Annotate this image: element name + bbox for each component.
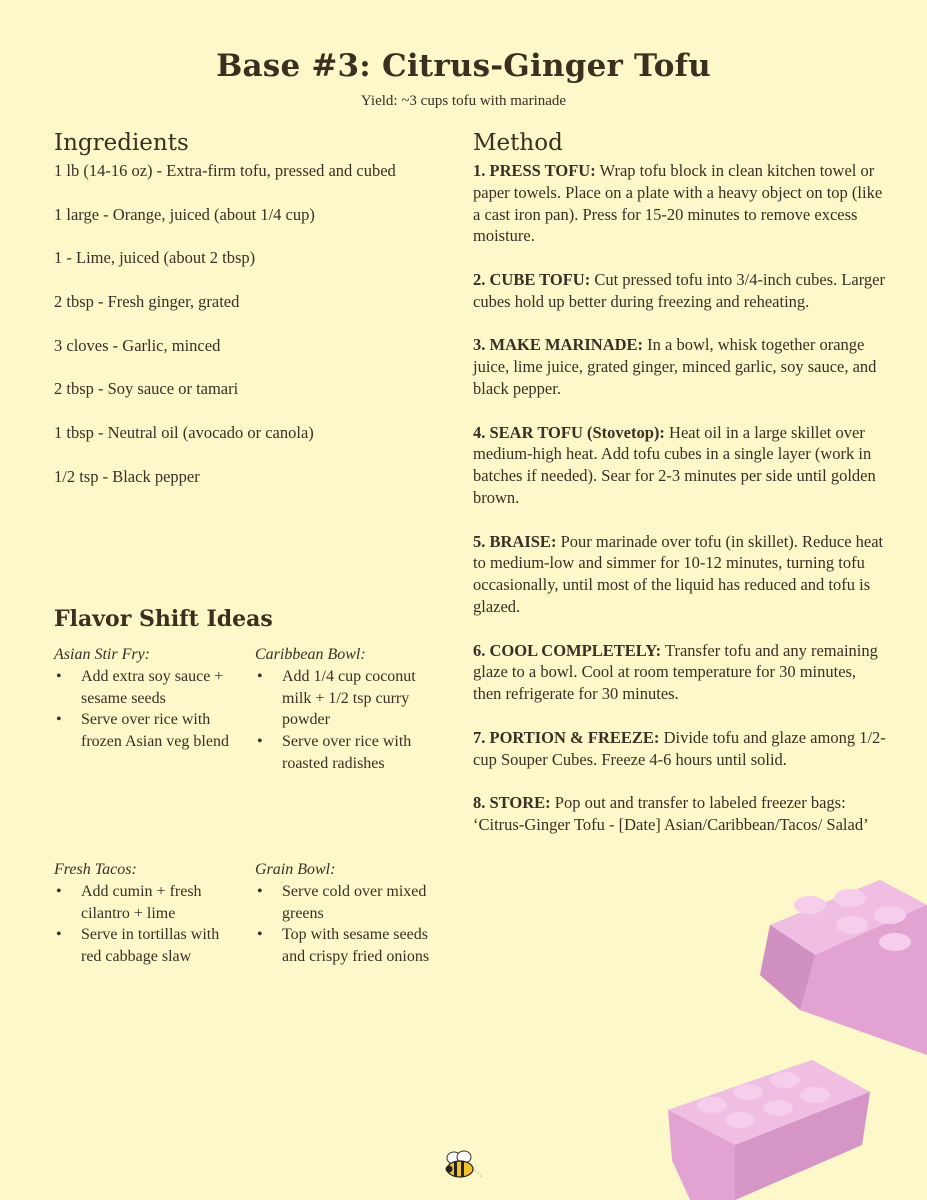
flavor-idea-bullet: • Add 1/4 cup coconut milk + 1/2 tsp curry powder: [255, 666, 435, 731]
step-label: 5. BRAISE:: [473, 531, 557, 551]
method-steps: [473, 160, 888, 836]
page-title: Base #3: Citrus-Ginger Tofu: [216, 48, 711, 84]
step-label: 7. PORTION & FREEZE:: [473, 727, 660, 747]
upper-brick: [760, 880, 927, 1055]
ingredient-item: 2 tbsp - Fresh ginger, grated: [54, 292, 240, 312]
ingredients-section: [54, 128, 424, 510]
ingredient-item: 3 cloves - Garlic, minced: [54, 335, 221, 355]
ingredients-heading: Ingredients: [54, 130, 189, 156]
step-text: Transfer tofu and any remaining glaze to a bowl. Cool at room temperature for 30 minutes, then refrigerate for 30 minutes.: [473, 640, 878, 704]
ingredient-item: 1/2 tsp - Black pepper: [54, 466, 200, 486]
method-step: [473, 531, 888, 618]
step-label: 6. COOL COMPLETELY:: [473, 640, 662, 660]
step-label: 8. STORE:: [473, 793, 551, 813]
step-label: 3. MAKE MARINADE:: [473, 335, 644, 355]
yield-text: Yield: ~3 cups tofu with marinade: [360, 93, 567, 109]
bee-icon: [444, 1150, 484, 1182]
method-step: [473, 334, 888, 399]
method-section: [473, 128, 888, 858]
ingredient-item: 1 - Lime, juiced (about 2 tbsp): [54, 248, 256, 268]
method-step: [473, 727, 888, 771]
ingredient-item: 1 lb (14-16 oz) - Extra-firm tofu, pressed and cubed: [54, 161, 396, 180]
flavor-shift-section: [54, 604, 434, 966]
ingredient-item: 1 tbsp - Neutral oil (avocado or canola): [54, 423, 314, 443]
step-text: Divide tofu and glaze among 1/2-cup Souper Cubes. Freeze 4-6 hours until solid.: [473, 727, 886, 769]
step-text: Heat oil in a large skillet over medium-high heat. Add tofu cubes in a single layer (work in batches if needed). Sear for 2-3 minutes per side until golden brown.: [473, 422, 876, 507]
step-label: 4. SEAR TOFU (Stovetop):: [473, 422, 665, 442]
ingredient-item: 2 tbsp - Soy sauce or tamari: [54, 379, 239, 399]
flavor-idea-bullet: • Serve cold over mixed greens: [255, 881, 435, 925]
flavor-idea-bullet: • Top with sesame seeds and crispy fried onions: [255, 924, 435, 968]
flavor-idea-asian: [54, 644, 234, 753]
method-step: [473, 269, 888, 313]
step-label: 1. PRESS TOFU:: [473, 161, 596, 180]
step-text: Pour marinade over tofu (in skillet). Reduce heat to medium-low and simmer for 10-12 minutes, turning tofu occasionally, until most of the liquid has reduced and tofu is glazed.: [473, 531, 884, 616]
step-label: 2. CUBE TOFU:: [473, 269, 591, 289]
ingredient-item: 1 large - Orange, juiced (about 1/4 cup): [54, 204, 315, 224]
lower-brick: [668, 1060, 870, 1200]
flavor-idea-caribbean: [255, 644, 435, 775]
flavor-idea-bullet: • Add cumin + fresh cilantro + lime: [54, 881, 234, 925]
method-step: [473, 640, 888, 705]
step-text: Wrap tofu block in clean kitchen towel or paper towels. Place on a plate with a heavy object on top (like a cast iron pan). Press for 15-20 minutes to remove excess moisture.: [473, 161, 883, 246]
step-text: In a bowl, whisk together orange juice, lime juice, grated ginger, minced garlic, soy sauce, and black pepper.: [473, 335, 877, 398]
step-text: Cut pressed tofu into 3/4-inch cubes. Larger cubes hold up better during freezing and reheating.: [473, 269, 885, 311]
method-step: [473, 792, 888, 836]
flavor-idea-name: Asian Stir Fry:: [54, 646, 150, 663]
flavor-idea-tacos: [54, 859, 234, 968]
flavor-idea-bullet: • Add extra soy sauce + sesame seeds: [54, 666, 234, 710]
flavor-idea-grain-bowl: [255, 859, 435, 968]
flavor-idea-name: Grain Bowl:: [255, 861, 336, 878]
flavor-idea-bullet: • Serve over rice with frozen Asian veg blend: [54, 709, 234, 753]
flavor-idea-name: Caribbean Bowl:: [255, 646, 366, 663]
method-heading: Method: [473, 130, 563, 156]
method-step: [473, 160, 888, 247]
method-step: [473, 422, 888, 509]
flavor-shift-heading: Flavor Shift Ideas: [54, 606, 273, 632]
flavor-idea-bullet: • Serve over rice with roasted radishes: [255, 731, 435, 775]
ingredients-list: [54, 160, 424, 488]
flavor-idea-bullet: • Serve in tortillas with red cabbage slaw: [54, 924, 234, 968]
flavor-idea-name: Fresh Tacos:: [54, 861, 137, 878]
step-text: Pop out and transfer to labeled freezer bags: ‘Citrus-Ginger Tofu - [Date] Asian/Caribbean/Tacos/ Salad’: [473, 793, 869, 834]
